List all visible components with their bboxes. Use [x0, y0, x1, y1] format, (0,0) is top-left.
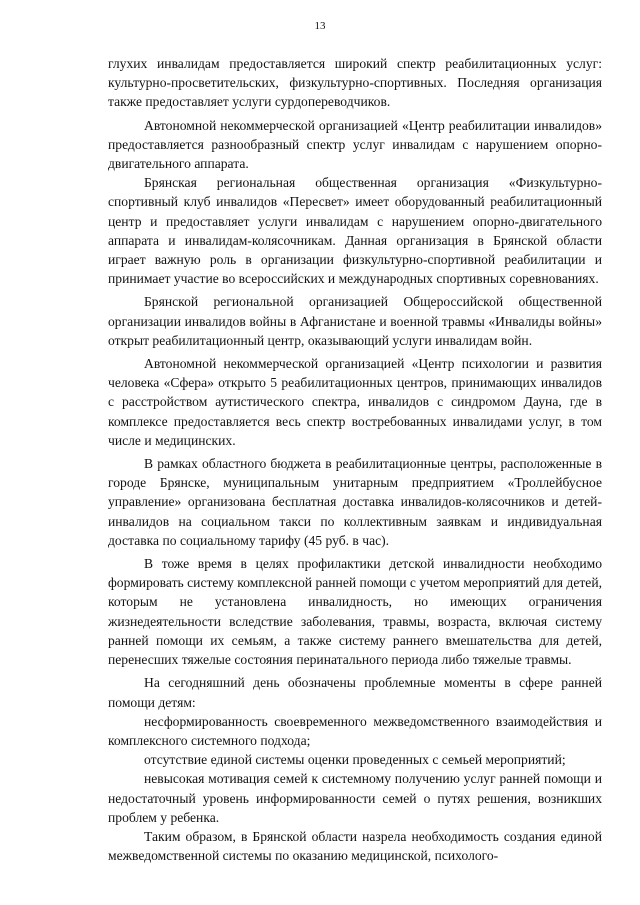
- document-body: [108, 54, 602, 865]
- list-item-3: невысокая мотивация семей к системному получению услуг ранней помощи и недостаточный уровень информированности семей о путях решения, возникших проблем у ребенка.: [108, 771, 602, 825]
- paragraph-8: На сегодняшний день обозначены проблемные моменты в сфере ранней помощи детям:: [108, 675, 602, 710]
- paragraph-5: Автономной некоммерческой организацией «Центр психологии и развития человека «Сфера» открыто 5 реабилитационных центров, принимающих инвалидов с расстройством аутистического спектра, инвалидов с синдромом Дауна, где в комплексе предоставляется весь спектр востребованных инвалидами услуг, в том числе и медицинских.: [108, 356, 602, 448]
- list-item-2: отсутствие единой системы оценки проведенных с семьей мероприятий;: [144, 752, 566, 768]
- paragraph-1: глухих инвалидам предоставляется широкий спектр реабилитационных услуг: культурно-просветительских, физкультурно-спортивных. Последняя организация также предоставляет услуги сурдопереводчиков.: [108, 56, 602, 110]
- paragraph-6: В рамках областного бюджета в реабилитационные центры, расположенные в городе Брянске, муниципальным унитарным предприятием «Троллейбусное управление» организована бесплатная доставка инвалидов-колясочников и детей-инвалидов на социальном такси по коллективным заявкам и индивидуальная доставка по социальному тарифу (45 руб. в час).: [108, 456, 602, 548]
- paragraph-3: Брянская региональная общественная организация «Физкультурно-спортивный клуб инвалидов «Пересвет» имеет оборудованный реабилитационный центр и предоставляет услуги инвалидам с нарушением опорно-двигательного аппарата и инвалидам-колясочникам. Данная организация в Брянской области играет важную роль в организации физкультурно-спортивной реабилитации и принимает участие во всероссийских и международных спортивных соревнованиях.: [108, 175, 602, 287]
- paragraph-4: Брянской региональной организацией Общероссийской общественной организации инвалидов войны в Афганистане и военной травмы «Инвалиды войны» открыт реабилитационный центр, оказывающий услуги инвалидам войн.: [108, 294, 602, 348]
- paragraph-9: Таким образом, в Брянской области назрела необходимость создания единой межведомственной системы по оказанию медицинской, психолого-: [108, 828, 602, 864]
- page-number: 13: [314, 20, 326, 32]
- list-item-1: несформированность своевременного межведомственного взаимодействия и комплексного системного подхода;: [108, 713, 602, 748]
- paragraph-7: В тоже время в целях профилактики детской инвалидности необходимо формировать систему комплексной ранней помощи с учетом мероприятий для детей, которым не установлена инвалидность, но имеющих ограничения жизнедеятельности вследствие заболевания, травмы, возраста, включая систему ранней помощи их семьям, а также систему раннего вмешательства для детей, перенесших тяжелые состояния перинатального периода либо тяжелые травмы.: [108, 556, 602, 668]
- paragraph-2: Автономной некоммерческой организацией «Центр реабилитации инвалидов» предоставляется разнообразный спектр услуг инвалидам с нарушением опорно-двигательного аппарата.: [108, 117, 602, 172]
